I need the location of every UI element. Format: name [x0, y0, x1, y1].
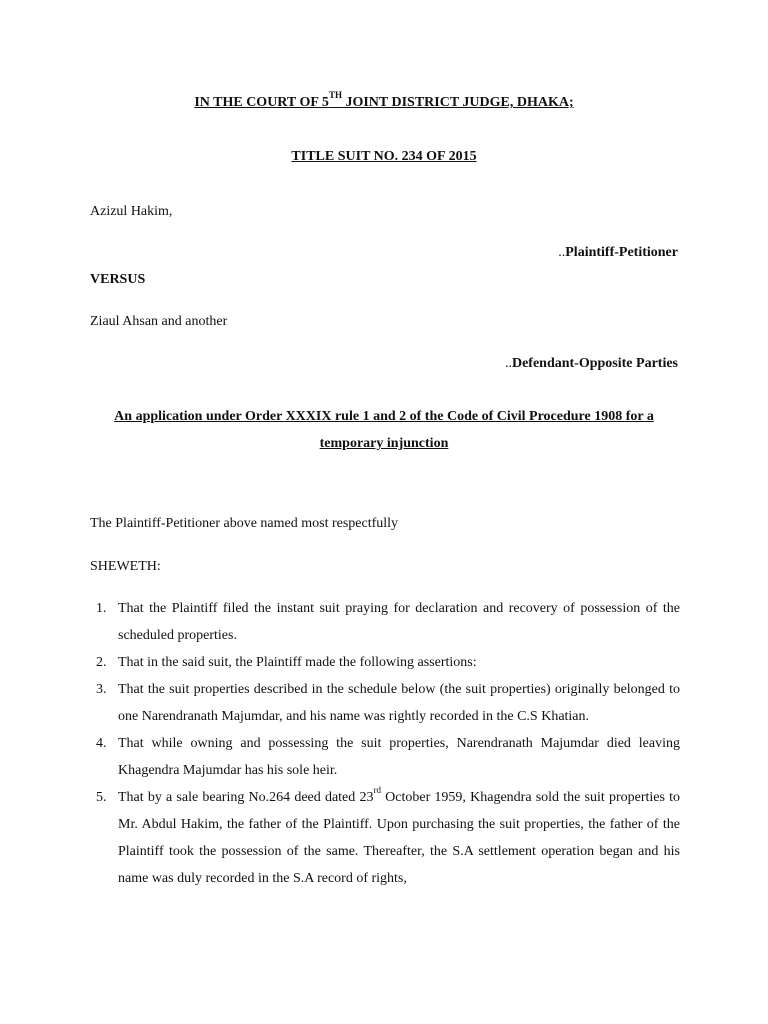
- list-item-number: 4.: [96, 736, 107, 751]
- list-item-text: That while owning and possessing the suit properties, Narendranath Majumdar died leaving Khagendra Majumdar has his sole heir.: [118, 736, 680, 778]
- court-heading-suffix: JOINT DISTRICT JUDGE, DHAKA;: [341, 95, 574, 110]
- plaintiff-role-line: [558, 246, 678, 260]
- defendant-leader-dots: ..: [504, 356, 512, 371]
- court-heading-superscript: TH: [328, 90, 342, 101]
- date-superscript: rd: [373, 785, 381, 796]
- plaintiff-name: Azizul Hakim,: [90, 204, 173, 219]
- intro-text: The Plaintiff-Petitioner above named most respectfully: [90, 516, 399, 531]
- defendant-role: Defendant-Opposite Parties: [511, 356, 678, 371]
- list-item: [90, 649, 680, 676]
- list-item: [90, 784, 680, 892]
- list-item-number: 5.: [96, 790, 107, 805]
- numbered-paragraphs: [90, 595, 680, 892]
- application-title-line-2: temporary injunction: [319, 436, 449, 451]
- list-item-number: 2.: [96, 655, 107, 670]
- defendant-name: Ziaul Ahsan and another: [90, 314, 228, 329]
- list-item-text: That the Plaintiff filed the instant suit praying for declaration and recovery of possession of the scheduled properties.: [118, 601, 680, 643]
- plaintiff-role: Plaintiff-Petitioner: [565, 245, 678, 260]
- list-item-text: That in the said suit, the Plaintiff made the following assertions:: [118, 655, 477, 670]
- defendant-role-line: [505, 357, 678, 371]
- court-heading-prefix: IN THE COURT OF 5: [194, 95, 329, 110]
- court-heading: [0, 90, 768, 110]
- application-title-line-1: An application under Order XXXIX rule 1 and 2 of the Code of Civil Procedure 1908 for a: [114, 409, 654, 424]
- sheweth-label: SHEWETH:: [90, 559, 161, 574]
- suit-number: TITLE SUIT NO. 234 OF 2015: [291, 149, 477, 164]
- list-item-text: That the suit properties described in the schedule below (the suit properties) originally belonged to one Narendranath Majumdar, and his name was rightly recorded in the C.S Khatian.: [118, 682, 680, 724]
- list-item: [90, 730, 680, 784]
- list-item: [90, 676, 680, 730]
- plaintiff-leader-dots: ..: [558, 245, 566, 260]
- list-item-text-before: That by a sale bearing No.264 deed dated 23: [118, 790, 374, 805]
- list-item-number: 3.: [96, 682, 107, 697]
- list-item-number: 1.: [96, 601, 107, 616]
- list-item-text: [118, 785, 680, 886]
- list-item: [90, 595, 680, 649]
- list-item-text-after: October 1959, Khagendra sold the suit properties to Mr. Abdul Hakim, the father of the Plaintiff. Upon purchasing the suit properties, the father of the Plaintiff took the possession of the same. Thereafter, the S.A settlement operation began and his name was duly recorded in the S.A record of rights,: [118, 790, 680, 886]
- versus-label: VERSUS: [90, 272, 146, 287]
